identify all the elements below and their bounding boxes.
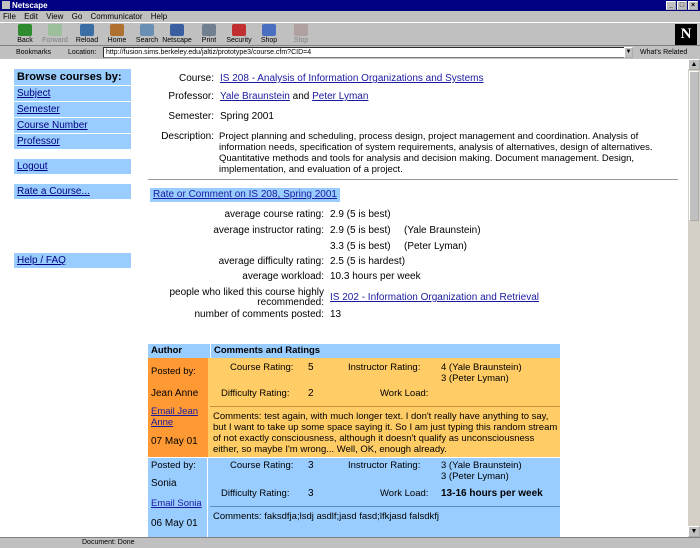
status-text: Document: Done — [82, 539, 135, 546]
course-label: Course: — [178, 73, 214, 84]
netscape-icon — [170, 24, 184, 36]
comment-2-email-link[interactable]: Email Sonia — [151, 498, 202, 509]
comment-2-workload: 13-16 hours per week — [441, 488, 543, 499]
menu-file[interactable]: File — [3, 12, 16, 21]
navigation-toolbar — [0, 22, 700, 46]
professor-link-braunstein[interactable]: Yale Braunstein — [220, 91, 290, 102]
liked-course-link[interactable]: IS 202 - Information Organization and Retrieval — [330, 292, 539, 303]
scroll-down-arrow-icon[interactable]: ▼ — [688, 526, 700, 537]
comment-2-text: Comments: faksdfja;lsdj asdlf;jasd fasd;lfkjasd falsdkfj — [213, 511, 439, 522]
stop-icon — [294, 24, 308, 36]
semester-label: Semester: — [168, 111, 214, 122]
comment-1-instructor-rating-2: 3 (Peter Lyman) — [441, 373, 509, 384]
description-label: Description: — [161, 131, 214, 142]
back-arrow-icon — [18, 24, 32, 36]
scroll-up-arrow-icon[interactable]: ▲ — [688, 59, 700, 70]
course-link[interactable]: IS 208 - Analysis of Information Organizations and Systems — [220, 73, 484, 84]
scroll-thumb[interactable] — [689, 71, 699, 221]
professor-link-lyman[interactable]: Peter Lyman — [312, 91, 369, 102]
avg-instructor-rating-1-name: (Yale Braunstein) — [404, 225, 481, 236]
comment-2-instructor-rating-1: 3 (Yale Braunstein) — [441, 460, 522, 471]
menu-communicator[interactable]: Communicator — [90, 12, 143, 21]
comment-1-course-rating: 5 — [308, 362, 314, 373]
comment-1-text: Comments: test again, with much longer text. I don't really have anything to say, but I want to take up some space saying it. So I am just typing this random stream of not exactly consciousness, although it doesn't qualify as unconsciousness either, so maybe I'm wrong... Well, OK, enough already. — [213, 411, 558, 455]
comment-1-instructor-rating-1: 4 (Yale Braunstein) — [441, 362, 522, 373]
vertical-scrollbar[interactable] — [688, 59, 700, 537]
avg-instructor-rating-1: 2.9 (5 is best) — [330, 225, 391, 236]
printer-icon — [202, 24, 216, 36]
lock-icon — [232, 24, 246, 36]
bookmarks-button[interactable]: Bookmarks — [16, 49, 52, 56]
whats-related-button[interactable]: What's Related — [640, 49, 688, 56]
sidebar-link-rate-course[interactable]: Rate a Course... — [17, 186, 90, 197]
comment-1-difficulty: 2 — [308, 388, 314, 399]
status-bar — [0, 537, 700, 547]
home-button[interactable]: Home — [102, 24, 132, 44]
location-bar — [0, 46, 700, 59]
description-text: Project planning and scheduling, process design, project management and coordination. Analysis of information needs, specification of system requirements, analysis of alternatives, design of alternatives. Quantitative methods and tools for analysis and decision making. Document management. Design, implementation, and evaluation of a project. — [219, 131, 653, 175]
header-comments-ratings: Comments and Ratings — [210, 344, 320, 358]
sidebar-heading: Browse courses by: — [14, 69, 131, 85]
avg-instructor-rating-2-name: (Peter Lyman) — [404, 241, 467, 252]
comment-1-date: 07 May 01 — [151, 436, 198, 447]
comment-row-1: Posted by: Jean Anne Email Jean Anne 07 May 01 Course Rating: 5 Instructor Rating: 4 (Yale Braunstein) 3 (Peter Lyman) Difficulty Rating: 2 Work Load: Comments: test again, with much longer text. I don't really have anything to say, but I want to take up some space saying it. So I am just typing this random stream of not exactly consciousness, although it doesn't qualify as unconsciousness either, so maybe I'm wrong... Well, OK, enough already. — [148, 358, 560, 457]
netscape-logo-icon: N — [675, 24, 697, 45]
sidebar-link-logout[interactable]: Logout — [17, 161, 48, 172]
avg-workload-value: 10.3 hours per week — [330, 271, 421, 282]
menu-go[interactable]: Go — [71, 12, 83, 21]
comment-2-instructor-rating-2: 3 (Peter Lyman) — [441, 471, 509, 482]
sidebar-link-professor[interactable]: Professor — [17, 136, 60, 147]
menu-bar — [0, 11, 700, 22]
comment-1-email-link[interactable]: Email Jean Anne — [151, 406, 198, 428]
comment-2-author-cell: Posted by: Sonia Email Sonia 06 May 01 — [148, 458, 208, 537]
comment-2-date: 06 May 01 — [151, 518, 198, 529]
avg-difficulty-value: 2.5 (5 is hardest) — [330, 256, 406, 267]
print-button[interactable]: Print — [194, 24, 224, 44]
title-bar — [0, 0, 700, 11]
comment-row-2: Posted by: Sonia Email Sonia 06 May 01 Course Rating: 3 Instructor Rating: 3 (Yale Braunstein) 3 (Peter Lyman) Difficulty Rating: 3 Work Load: 13-16 hours per week Comments: faksdfja;lsdj asdlf;jasd fasd;lfkjasd falsdkfj — [148, 458, 560, 537]
shop-button[interactable]: Shop — [254, 24, 284, 44]
forward-arrow-icon — [48, 24, 62, 36]
menu-view[interactable]: View — [46, 12, 64, 21]
back-button[interactable]: Back — [10, 24, 40, 44]
num-comments-value: 13 — [330, 309, 342, 320]
professor-and: and — [292, 91, 310, 102]
comment-2-difficulty: 3 — [308, 488, 314, 499]
search-icon — [140, 24, 154, 36]
window-title: Netscape — [12, 1, 48, 10]
comments-table-header — [148, 344, 560, 358]
netscape-button[interactable]: Netscape — [162, 24, 192, 44]
reload-button[interactable]: Reload — [72, 24, 102, 44]
section-divider — [148, 179, 678, 180]
sidebar-link-help[interactable]: Help / FAQ — [17, 255, 66, 266]
comment-1-author-name: Jean Anne — [151, 388, 199, 399]
sidebar-link-subject[interactable]: Subject — [17, 88, 51, 99]
search-button[interactable]: Search — [132, 24, 162, 44]
security-button[interactable]: Security — [224, 24, 254, 44]
menu-edit[interactable]: Edit — [24, 12, 38, 21]
comment-2-author-name: Sonia — [151, 478, 177, 489]
semester-value: Spring 2001 — [220, 111, 274, 122]
location-label: Location: — [68, 49, 97, 56]
close-button[interactable]: × — [688, 1, 698, 10]
url-dropdown-chevron-icon[interactable]: ▼ — [624, 47, 633, 58]
reload-icon — [80, 24, 94, 36]
url-field[interactable]: http://fusion.sims.berkeley.edu/jaltiz/prototype3/course.cfm?CID=4 — [103, 47, 630, 58]
page-content: Browse courses by: Subject Semester Course Number Professor Logout Rate a Course... Help / FAQ Course: IS 208 - Analysis of Information Organizations and Systems Professor: Yale Braunstein and Peter Lyman Semester: Spring 2001 Description: Project planning and scheduling, process design, project management and coordination. Analysis of information needs, specification of system requirements, analysis of alternatives, design of alternatives. Quantitative methods and tools for analysis and decision making. Document management. Design, implementation, and evaluation of a project. Rate or Comment on IS 208, Spring 2001 average course rating: 2.9 (5 is best) average instructor rating: 2.9 (5 is best) (Yale Braunstein) 3.3 (5 is best) (Peter Lyman) average difficulty rating: 2.5 (5 is hardest) average workload: 10.3 hours per week people who liked this course highly recommended: IS 202 - Information Organization and Retrieval number of comments posted: 13 Author Comments and Ratings Posted by: Jean Anne Email Jean Anne 07 May 01 Course Rating: 5 Instructor Rating: 4 (Yale Braunstein) 3 (Peter Lyman) Difficulty Rating: 2 Work Load: Comments: test again, with much longer text. I don't really have anything to say, but I want to take up some space saying it. So I am just typing this random stream of not exactly consciousness, although it doesn't qualify as unconsciousness either, so maybe I'm wrong... Well, OK, enough already. Posted by: Sonia Email Sonia 06 May 01 Course Rating: 3 Instructor Rating: 3 (Yale Braunstein) 3 (Peter Lyman) Difficulty Rating: 3 Work Load: 13-16 hours per week Comments: faksdfja;lsdj asdlf;jasd fasd;lfkjasd falsdkfj — [0, 59, 688, 537]
professor-label: Professor: — [168, 91, 214, 102]
comment-1-divider — [210, 406, 560, 407]
sidebar-link-course-number[interactable]: Course Number — [17, 120, 88, 131]
maximize-button[interactable]: □ — [677, 1, 687, 10]
stop-button[interactable]: Stop — [286, 24, 316, 44]
netscape-small-icon — [2, 1, 10, 9]
menu-help[interactable]: Help — [150, 12, 168, 21]
header-author: Author — [151, 345, 183, 356]
comment-1-author-cell: Posted by: Jean Anne Email Jean Anne 07 May 01 — [148, 358, 208, 457]
home-icon — [110, 24, 124, 36]
comment-2-divider — [210, 506, 560, 507]
sidebar-link-semester[interactable]: Semester — [17, 104, 60, 115]
avg-instructor-rating-2: 3.3 (5 is best) — [330, 241, 391, 252]
minimize-button[interactable]: _ — [666, 1, 676, 10]
avg-course-rating-value: 2.9 (5 is best) — [330, 209, 391, 220]
comment-2-course-rating: 3 — [308, 460, 314, 471]
shop-icon — [262, 24, 276, 36]
forward-button[interactable]: Forward — [40, 24, 70, 44]
rate-comment-link[interactable]: Rate or Comment on IS 208, Spring 2001 — [150, 188, 340, 202]
